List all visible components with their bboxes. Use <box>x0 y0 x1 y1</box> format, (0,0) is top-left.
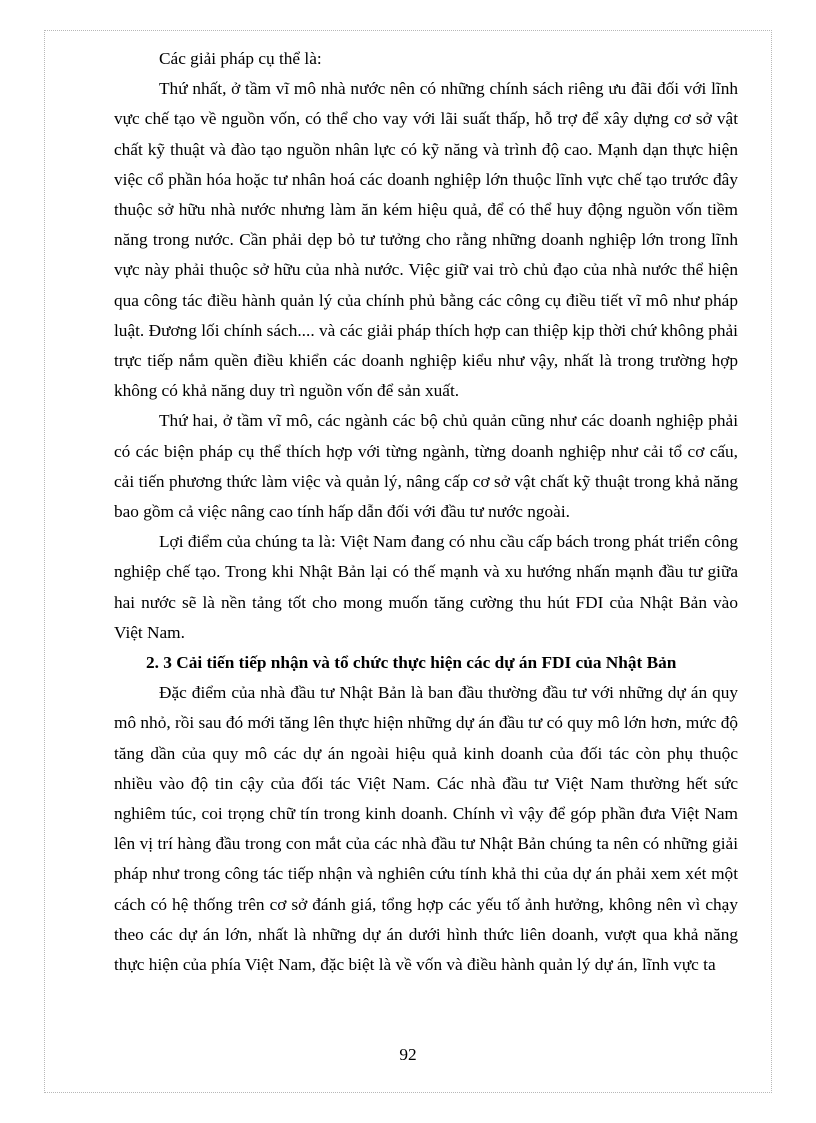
paragraph-intro: Các giải pháp cụ thể là: <box>159 49 322 68</box>
paragraph-second-solution: Thứ hai, ở tầm vĩ mô, các ngành các bộ chủ quản cũng như các doanh nghiệp phải có các biện pháp cụ thể thích hợp với từng ngành, từng doanh nghiệp như cải tổ cơ cấu, cải tiến phương thức làm việc và quản lý, nâng cấp cơ sở vật chất kỹ thuật trong khả năng bao gồm cả việc nâng cao tính hấp dẫn đối với đầu tư nước ngoài. <box>114 411 738 522</box>
paragraph-advantage: Lợi điểm của chúng ta là: Việt Nam đang có nhu cầu cấp bách trong phát triển công nghiệp chế tạo. Trong khi Nhật Bản lại có thế mạnh và xu hướng nhấn mạnh đầu tư giữa hai nước sẽ là nền tảng tốt cho mong muốn tăng cường thu hút FDI của Nhật Bản vào Việt Nam. <box>114 532 738 642</box>
document-body <box>114 44 738 980</box>
page-number: 92 <box>399 1045 417 1064</box>
paragraph-japanese-investors: Đặc điểm của nhà đầu tư Nhật Bản là ban đầu thường đầu tư với những dự án quy mô nhỏ, rồi sau đó mới tăng lên thực hiện những dự án đầu tư có quy mô lớn hơn, mức độ tăng dần của quy mô các dự án ngoài hiệu quả kinh doanh của đối tác còn phụ thuộc nhiều vào độ tin cậy của đối tác Việt Nam. Các nhà đầu tư Việt Nam thường hết sức nghiêm túc, coi trọng chữ tín trong kinh doanh. Chính vì vậy để góp phần đưa Việt Nam lên vị trí hàng đầu trong con mắt của các nhà đầu tư Nhật Bản chúng ta nên có những giải pháp như trong công tác tiếp nhận và nghiên cứu tính khả thi của dự án phải xem xét một cách có hệ thống trên cơ sở đánh giá, tổng hợp các yếu tố ảnh hưởng, không nên vì chạy theo các dự án lớn, nhất là những dự án dưới hình thức liên doanh, vượt qua khả năng thực hiện của phía Việt Nam, đặc biệt là về vốn và điều hành quản lý dự án, lĩnh vực ta <box>114 683 738 975</box>
section-heading: 2. 3 Cải tiến tiếp nhận và tổ chức thực hiện các dự án FDI của Nhật Bản <box>146 653 677 673</box>
paragraph-first-solution: Thứ nhất, ở tầm vĩ mô nhà nước nên có những chính sách riêng ưu đãi đối với lĩnh vực chế tạo về nguồn vốn, có thể cho vay với lãi suất thấp, hỗ trợ để xây dựng cơ sở vật chất kỹ thuật và đào tạo nguồn nhân lực có kỹ năng và trình độ cao. Mạnh dạn thực hiện việc cổ phần hóa hoặc tư nhân hoá các doanh nghiệp lớn thuộc lĩnh vực chế tạo trước đây thuộc sở hữu nhà nước nhưng làm ăn kém hiệu quả, để có thể huy động nguồn vốn tiềm năng trong nước. Cần phải dẹp bỏ tư tưởng cho rằng những doanh nghiệp lớn trong lĩnh vực này phải thuộc sở hữu của nhà nước. Việc giữ vai trò chủ đạo của nhà nước thể hiện qua công tác điều hành quản lý của chính phủ bằng các công cụ điều tiết vĩ mô như pháp luật. Đương lối chính sách.... và các giải pháp thích hợp can thiệp kịp thời chứ không phải trực tiếp nắm quền điều khiển các doanh nghiệp kiểu như vậy, nhất là trong trường hợp không có khả năng duy trì nguồn vốn để sản xuất. <box>114 79 738 401</box>
